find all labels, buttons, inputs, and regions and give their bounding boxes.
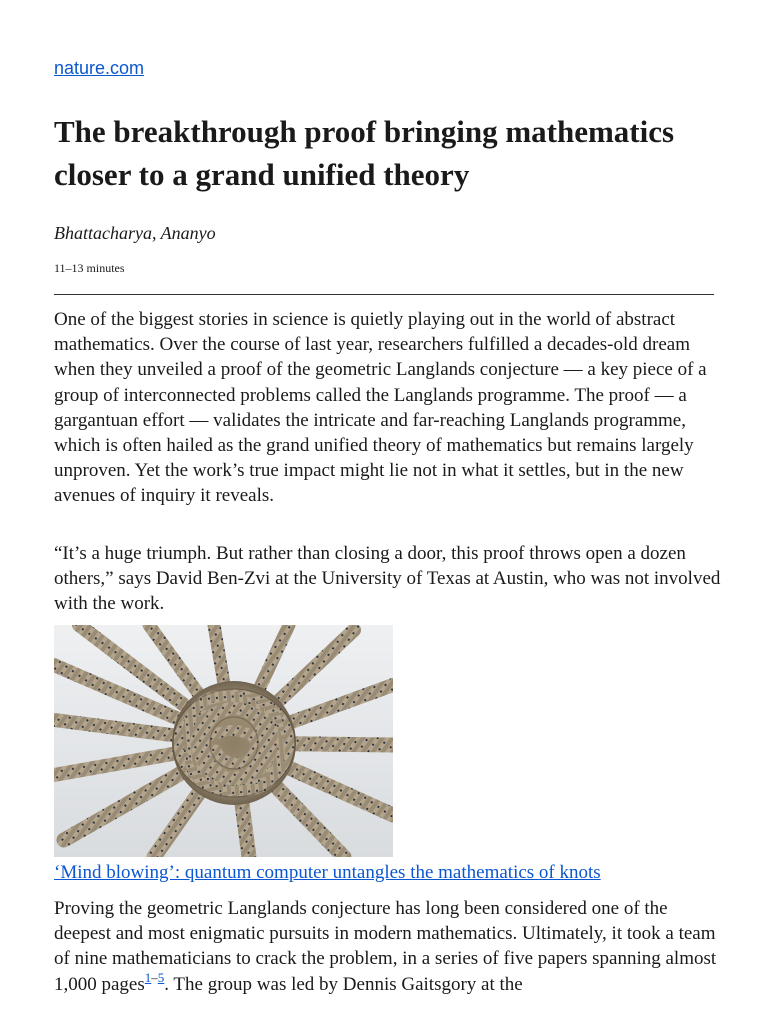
citation-range (145, 970, 165, 985)
related-article-link[interactable]: ‘Mind blowing’: quantum computer untangles the mathematics of knots (54, 862, 601, 883)
knotted-ropes-image (54, 625, 393, 857)
paragraph-1: One of the biggest stories in science is quietly playing out in the world of abstract mathematics. Over the course of last year, researchers fulfilled a decades-old dream when they unveiled a proof of the geometric Langlands conjecture — a key piece of a group of interconnected problems called the Langlands programme. The proof — a gargantuan effort — validates the intricate and far-reaching Langlands programme, which is often hailed as the grand unified theory of mathematics but remains largely unproven. Yet the work’s true impact might lie not in what it settles, but in the new avenues of inquiry it reveals. (54, 309, 707, 507)
citation-link-1[interactable]: 1 (144, 969, 152, 985)
paragraph-3-text: Proving the geometric Langlands conjecture has long been considered one of the deepest and most enigmatic pursuits in modern mathematics. Ultimately, it took a team of nine mathematicians to crack the problem, in a series of five papers spanning almost 1,000 pages (54, 898, 717, 995)
paragraph-3-continuation: . The group was led by Dennis Gaitsgory at the (164, 973, 523, 995)
paragraph-3 (54, 896, 724, 997)
knot-photo[interactable] (54, 625, 393, 857)
divider (54, 294, 714, 295)
citation-dash: – (151, 969, 158, 985)
read-time: 11–13 minutes (54, 261, 125, 275)
citation-link-5[interactable]: 5 (157, 969, 165, 985)
paragraph-2: “It’s a huge triumph. But rather than closing a door, this proof throws open a dozen others,” says David Ben-Zvi at the University of Texas at Austin, who was not involved with the work. (54, 543, 721, 615)
source-link[interactable]: nature.com (54, 58, 145, 78)
author-byline: Bhattacharya, Ananyo (54, 223, 216, 243)
article-title: The breakthrough proof bringing mathematics closer to a grand unified theory (54, 114, 675, 192)
